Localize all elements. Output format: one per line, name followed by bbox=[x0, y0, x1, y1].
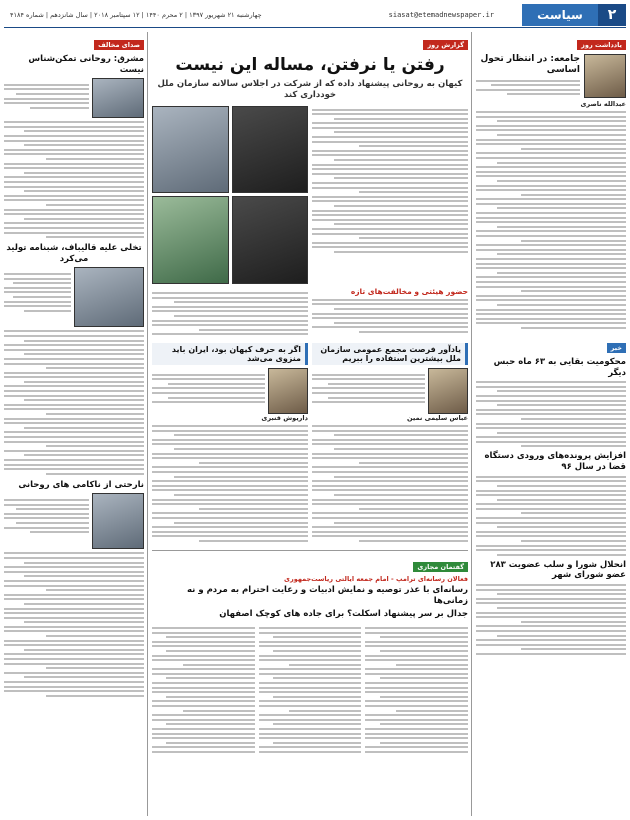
opinion-b-headline: اگر به حرف کیهان بود، ایران باید منزوی می‌شد bbox=[152, 343, 308, 365]
left-headline-1: مشرق: روحانی تمکن‌شناس نیست bbox=[28, 54, 144, 75]
lead-body-right bbox=[312, 109, 468, 253]
editorial-headline: جامعه: در انتظار تحول اساسی bbox=[480, 54, 580, 76]
right-column bbox=[476, 32, 626, 816]
photo-leader-portrait bbox=[232, 196, 309, 284]
subsection-headline: حضور هیئتی و مخالفت‌های تازه bbox=[350, 286, 468, 296]
lead-subhead: کیهان به روحانی پیشنهاد داده که از شرکت در اجلاس سالانه سازمان ملل خودداری کند bbox=[157, 79, 463, 100]
opinion-a-photo bbox=[428, 368, 468, 414]
opinion-box-a bbox=[312, 343, 468, 544]
opposing-voice-label: صدای مخالف bbox=[94, 40, 144, 50]
section-title: سیاست bbox=[522, 4, 598, 26]
author-photo bbox=[584, 54, 626, 98]
author-name: عبدالله ناصری bbox=[580, 100, 626, 108]
editorial-body bbox=[476, 111, 626, 329]
page-header bbox=[4, 4, 626, 26]
editorial-label: یادداشت روز bbox=[577, 40, 626, 50]
mashregh-screenshot bbox=[92, 78, 144, 118]
news-label: خبر bbox=[607, 343, 626, 353]
left-column bbox=[4, 32, 144, 816]
opinion-box-b bbox=[152, 343, 308, 544]
photo-un-podium bbox=[152, 106, 229, 194]
website-screenshot bbox=[74, 267, 144, 327]
opinion-b-photo bbox=[268, 368, 308, 414]
center-column bbox=[152, 32, 468, 816]
left-headline-3: نارحتی از ناکامی های روحانی bbox=[18, 479, 144, 490]
story-council-headline: انحلال شورا و سلب عضویت ۲۸۳ عضو شورای شهر bbox=[490, 559, 626, 581]
lower-kicker: فعالان رسانه‌ای ترامپ - امام جمعه ایالتی ریاست‌جمهوری bbox=[284, 575, 468, 584]
lead-headline: رفتن یا نرفتن، مساله این نیست bbox=[175, 55, 445, 75]
dateline: چهارشنبه ۲۱ شهریور ۱۳۹۷ | ۲ محرم ۱۴۴۰ | ۱۲ سپتامبر ۲۰۱۸ | سال شانزدهم | شماره ۴۱۸۴ bbox=[10, 11, 262, 19]
opinion-a-author: عباس سلیمی نمین bbox=[407, 414, 468, 423]
opinion-a-headline: یادآور فرصت مجمع عمومی سازمان ملل بیشترین استفاده را ببریم bbox=[312, 343, 468, 365]
section-email: siasat@etemadnewspaper.ir bbox=[388, 11, 494, 19]
report-label: گزارش روز bbox=[423, 40, 468, 50]
story-judiciary-headline: افزایش پرونده‌های ورودی دستگاه قضا در سال ۹۶ bbox=[484, 451, 626, 473]
opinion-b-author: داریوش قنبری bbox=[261, 414, 308, 423]
photo-archive-speech bbox=[232, 106, 309, 194]
photo-general-assembly bbox=[152, 196, 229, 284]
lower-headline-2: جدال بر سر پیشنهاد اسکلت؟ برای جاده های کوچک اصفهان bbox=[219, 608, 468, 619]
news-site-screenshot bbox=[92, 493, 144, 549]
lower-headline-1: رسانه‌ای با عذر توصیه و نمایش ادبیات و رعایت احترام به مردم و نه زمانی‌ها bbox=[187, 585, 468, 607]
header-rule bbox=[4, 27, 626, 28]
story-bagheri-headline: محکومیت بقایی به ۶۳ ماه حبس دیگر bbox=[493, 356, 626, 378]
left-headline-2: تخلی علیه قالیباف، شبنامه تولید می‌کرد bbox=[6, 243, 142, 264]
page-number: ۲ bbox=[598, 4, 626, 26]
virtual-discourse-label: گفتمان مجازی bbox=[413, 562, 468, 572]
